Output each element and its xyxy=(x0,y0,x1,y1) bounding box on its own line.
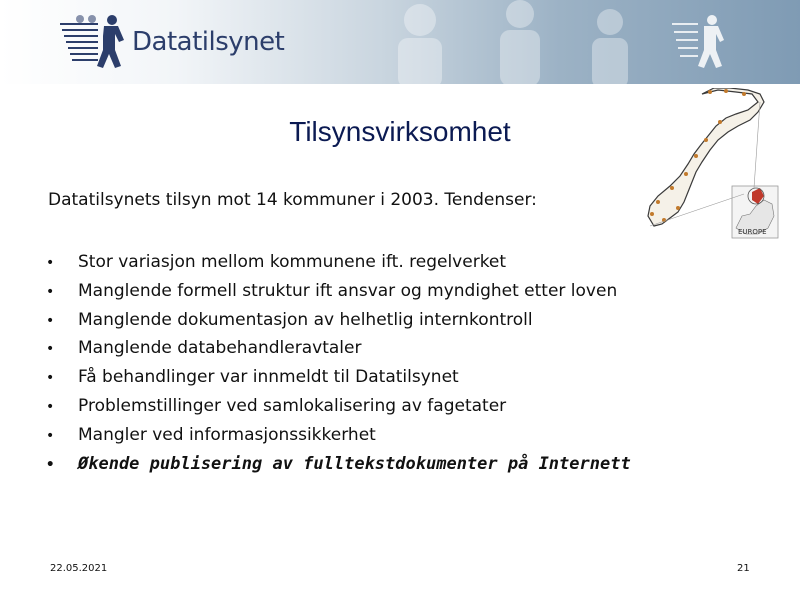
norway-europe-map-icon xyxy=(640,88,780,256)
slide-title: Tilsynsvirksomhet xyxy=(289,116,511,147)
list-item-text: Manglende databehandleravtaler xyxy=(78,338,362,359)
bullet-icon: • xyxy=(46,341,55,358)
list-item-text: Manglende formell struktur ift ansvar og myndighet etter loven xyxy=(78,280,618,301)
bullet-icon: • xyxy=(46,255,55,271)
list-item xyxy=(46,392,631,421)
list-item xyxy=(46,363,631,392)
header-banner xyxy=(0,0,800,84)
list-item-text: Økende publisering av fulltekstdokumenter på Internett xyxy=(78,453,631,474)
bullet-icon: • xyxy=(46,456,55,473)
intro-text: Datatilsynets tilsyn mot 14 kommuner i 2003. Tendenser: xyxy=(48,190,537,210)
page-number: 21 xyxy=(737,563,750,574)
list-item xyxy=(46,306,631,335)
bullet-icon: • xyxy=(46,312,55,329)
bullet-icon: • xyxy=(46,283,55,300)
logo-wordmark: Datatilsynet xyxy=(132,27,285,57)
list-item xyxy=(46,248,631,277)
list-item xyxy=(46,277,631,306)
list-item xyxy=(46,421,631,450)
list-item-text: Manglende dokumentasjon av helhetlig internkontroll xyxy=(78,309,533,330)
list-item xyxy=(46,450,631,479)
list-item-text: Mangler ved informasjonssikkerhet xyxy=(78,424,376,445)
corner-logo-icon xyxy=(668,12,732,68)
bullet-icon: • xyxy=(46,427,55,444)
bullet-icon: • xyxy=(46,398,55,415)
list-item-text: Stor variasjon mellom kommunene ift. regelverket xyxy=(78,252,507,272)
map-label: EUROPE xyxy=(738,228,767,236)
list-item-text: Få behandlinger var innmeldt til Datatilsynet xyxy=(78,367,459,388)
footer-date: 22.05.2021 xyxy=(50,563,108,574)
list-item xyxy=(46,334,631,363)
bullet-list xyxy=(46,248,631,478)
bullet-icon: • xyxy=(46,370,55,387)
list-item-text: Problemstillinger ved samlokalisering av fagetater xyxy=(78,395,507,416)
